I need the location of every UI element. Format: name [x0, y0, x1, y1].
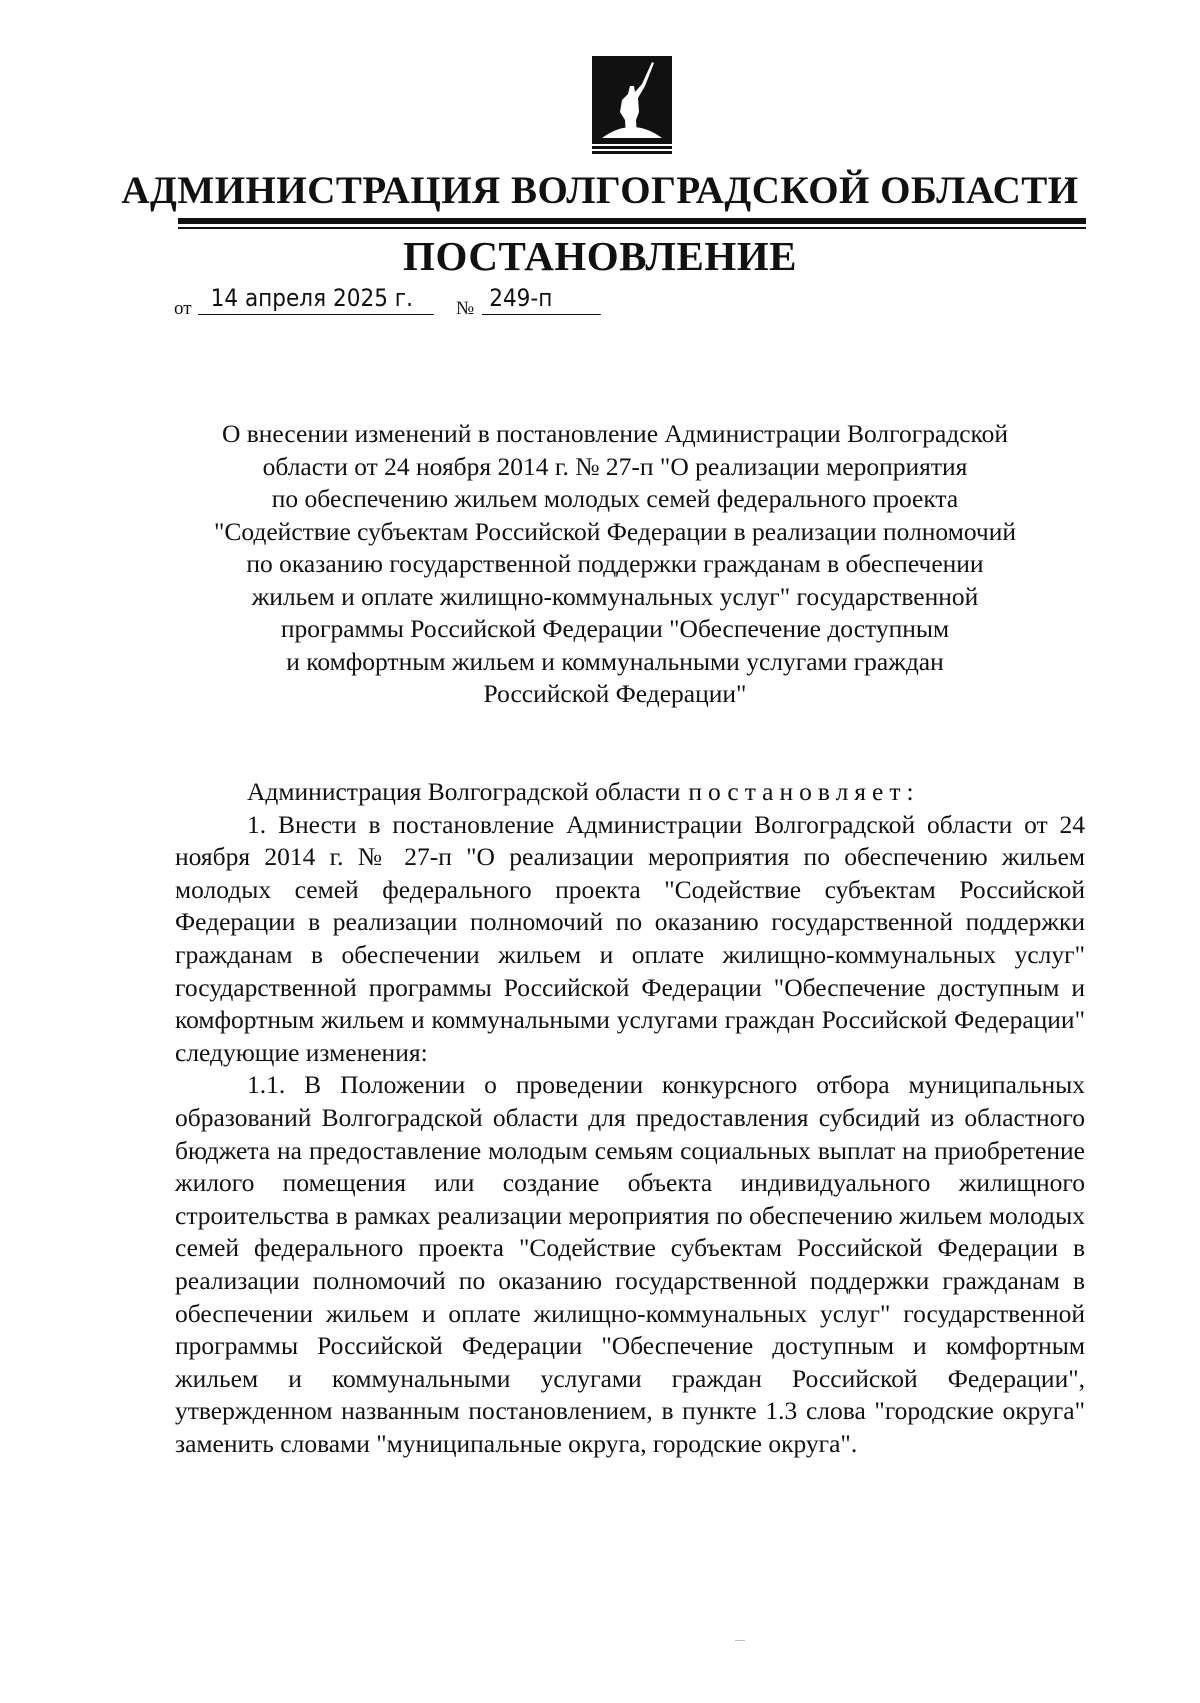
subject-line: по обеспечению жильем молодых семей федерального проекта — [271, 484, 959, 513]
organization-title: АДМИНИСТРАЦИЯ ВОЛГОГРАДСКОЙ ОБЛАСТИ — [121, 169, 1079, 212]
subject-line: Российской Федерации" — [483, 679, 747, 708]
subject-line: жильем и оплате жилищно-коммунальных услуг" государственной — [251, 581, 979, 611]
document-number: 249-п — [482, 284, 601, 315]
subject-line: "Содействие субъектам Российской Федерации в реализации полномочий — [213, 516, 1017, 546]
intro-verb: постановляет: — [688, 777, 920, 806]
header-rule-thick — [178, 218, 1086, 224]
subject-line: и комфортным жильем и коммунальными услугами граждан — [286, 646, 944, 676]
subject-line: по оказанию государственной поддержки гражданам в обеспечении — [246, 549, 984, 578]
item-1-paragraph: 1. Внести в постановление Администрации Волгоградской области от 24 ноября 2014 г. № 27-п "О реализации мероприятия по обеспечению жильем молодых семей федерального проекта "Содействие субъектам Российской Федерации в реализации полномочий по оказанию государственной поддержки гражданам в обеспечении жильем и оплате жилищно-коммунальных услуг" государственной программы Российской Федерации "Обеспечение доступным и комфортным жильем и коммунальными услугами граждан Российской Федерации" следующие изменения: — [175, 809, 1085, 1067]
document-date: 14 апреля 2025 г. — [198, 284, 434, 315]
scan-mark — [735, 1640, 745, 1641]
subject-line: программы Российской Федерации "Обеспечение доступным — [280, 614, 950, 643]
document-type: ПОСТАНОВЛЕНИЕ — [403, 233, 797, 279]
item-1-1-paragraph: 1.1. В Положении о проведении конкурсного отбора муниципальных образований Волгоградской области для предоставления субсидий из областного бюджета на предоставление молодым семьям социальных выплат на приобретение жилого помещения или создание объекта индивидуального жилищного строительства в рамках реализации мероприятия по обеспечению жильем молодых семей федерального проекта "Содействие субъектам Российской Федерации в реализации полномочий по оказанию государственной поддержки гражданам в обеспечении жильем и оплате жилищно-коммунальных услуг" государственной программы Российской Федерации "Обеспечение доступным и комфортным жильем и коммунальными услугами граждан Российской Федерации", утвержденном названным постановлением, в пункте 1.3 слова "городские округа" заменить словами "муниципальные округа, городские округа". — [175, 1070, 1085, 1458]
from-label: от — [174, 298, 192, 319]
intro-paragraph — [175, 776, 1085, 809]
document-subject — [150, 418, 1080, 711]
subject-line: области от 24 ноября 2014 г. № 27-п "О реализации мероприятия — [262, 451, 968, 481]
intro-text: Администрация Волгоградской области — [247, 777, 681, 806]
volgograd-emblem-icon — [592, 56, 672, 156]
subject-line: О внесении изменений в постановление Администрации Волгоградской — [221, 419, 1009, 448]
number-label: № — [456, 298, 475, 319]
document-body — [175, 776, 1085, 1460]
